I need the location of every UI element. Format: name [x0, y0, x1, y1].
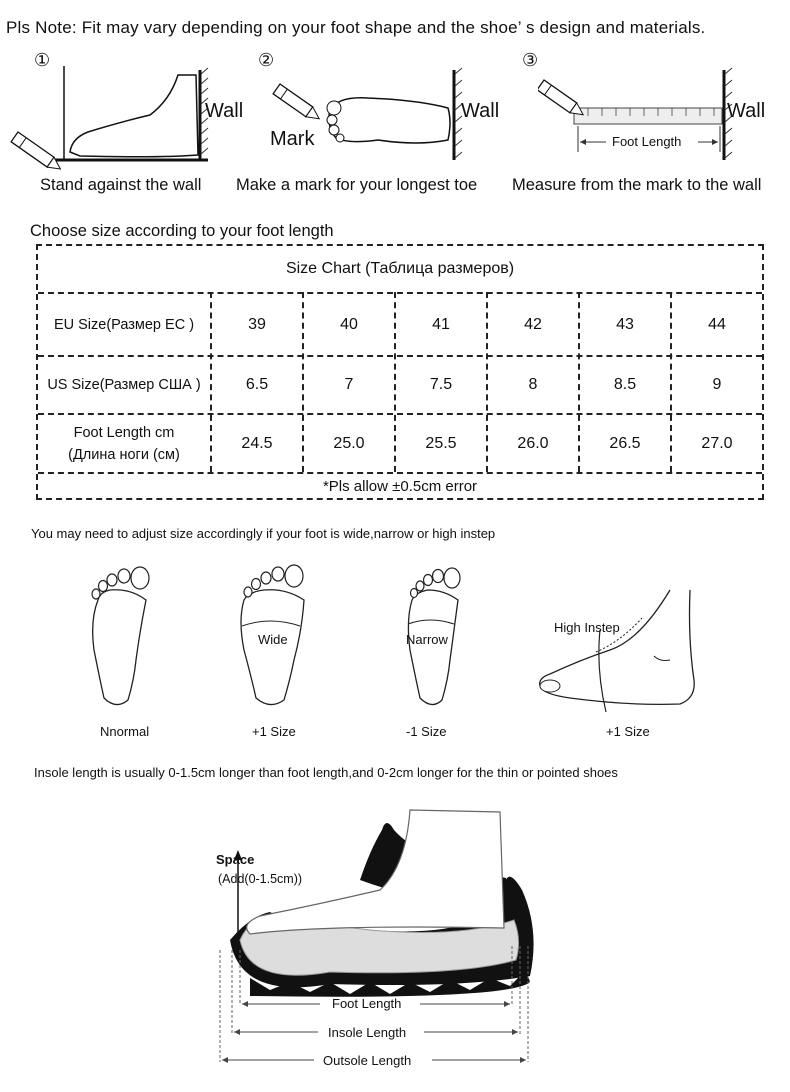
mark-longest-toe-illustration	[268, 60, 468, 170]
step-2-caption: Make a mark for your longest toe	[236, 176, 478, 194]
table-cell: 9	[712, 376, 722, 393]
table-cell: 26.0	[517, 434, 549, 452]
step-1-caption: Stand against the wall	[40, 176, 202, 194]
step-1-number: ①	[34, 50, 51, 70]
foot-length-label-line1: Foot Length cm	[73, 424, 175, 441]
step-3-caption: Measure from the mark to the wall	[512, 176, 762, 194]
wide-label: Wide	[258, 632, 288, 647]
wide-caption: +1 Size	[252, 724, 296, 739]
table-cell: 24.5	[241, 434, 273, 452]
error-allowance-note: *Pls allow ±0.5cm error	[322, 477, 478, 495]
table-cell: 8.5	[613, 376, 637, 393]
size-chart-table	[36, 244, 764, 500]
table-cell: 44	[708, 315, 726, 333]
table-cell: 7	[344, 376, 354, 393]
fit-note: Pls Note: Fit may vary depending on your foot shape and the shoe’ s design and materials.	[6, 18, 706, 37]
choose-size-heading: Choose size according to your foot length	[30, 222, 334, 240]
foot-length-dim-label: Foot Length	[332, 996, 402, 1011]
table-cell: 6.5	[245, 376, 269, 393]
step-2-number: ②	[258, 50, 275, 70]
foot-length-label-line2: (Длина ноги (см)	[68, 446, 180, 463]
space-sub-label: (Add(0-1.5cm))	[218, 872, 303, 886]
table-cell: 26.5	[609, 434, 641, 452]
normal-foot-illustration	[80, 560, 160, 710]
insole-length-dim-label: Insole Length	[328, 1025, 407, 1040]
us-size-label: US Size(Размер США )	[47, 377, 201, 393]
high-instep-caption: +1 Size	[606, 724, 650, 739]
table-cell: 41	[432, 315, 450, 333]
insole-note: Insole length is usually 0-1.5cm longer than foot length,and 0-2cm longer for the thin or pointed shoes	[34, 765, 618, 780]
ruler-foot-length-label: Foot Length	[612, 134, 682, 149]
foot-length-label	[38, 415, 210, 472]
table-cell: 40	[340, 315, 358, 333]
wall-label-3: Wall	[727, 100, 766, 122]
high-instep-label: High Instep	[554, 620, 620, 635]
table-cell: 8	[528, 376, 538, 393]
narrow-caption: -1 Size	[406, 724, 447, 739]
table-cell: 42	[524, 315, 542, 333]
table-cell: 43	[616, 315, 634, 333]
eu-size-label: EU Size(Размер ЕС )	[53, 316, 195, 333]
step-3-number: ③	[522, 50, 539, 70]
table-cell: 27.0	[701, 434, 733, 452]
mark-label: Mark	[270, 128, 315, 150]
table-cell: 39	[248, 315, 266, 333]
outsole-length-dim-label: Outsole Length	[323, 1053, 412, 1068]
measure-illustration	[538, 60, 738, 170]
size-chart-title: Size Chart (Таблица размеров)	[285, 260, 515, 277]
narrow-label: Narrow	[406, 632, 448, 647]
normal-caption: Nnormal	[100, 724, 150, 739]
wall-label-2: Wall	[461, 100, 500, 122]
table-cell: 25.0	[333, 434, 365, 452]
adjust-size-note: You may need to adjust size accordingly if your foot is wide,narrow or high instep	[31, 526, 496, 541]
high-instep-foot-illustration	[530, 580, 710, 720]
space-label: Space	[216, 852, 255, 867]
wall-label-1: Wall	[205, 100, 244, 122]
table-cell: 7.5	[429, 376, 453, 393]
table-cell: 25.5	[425, 434, 457, 452]
